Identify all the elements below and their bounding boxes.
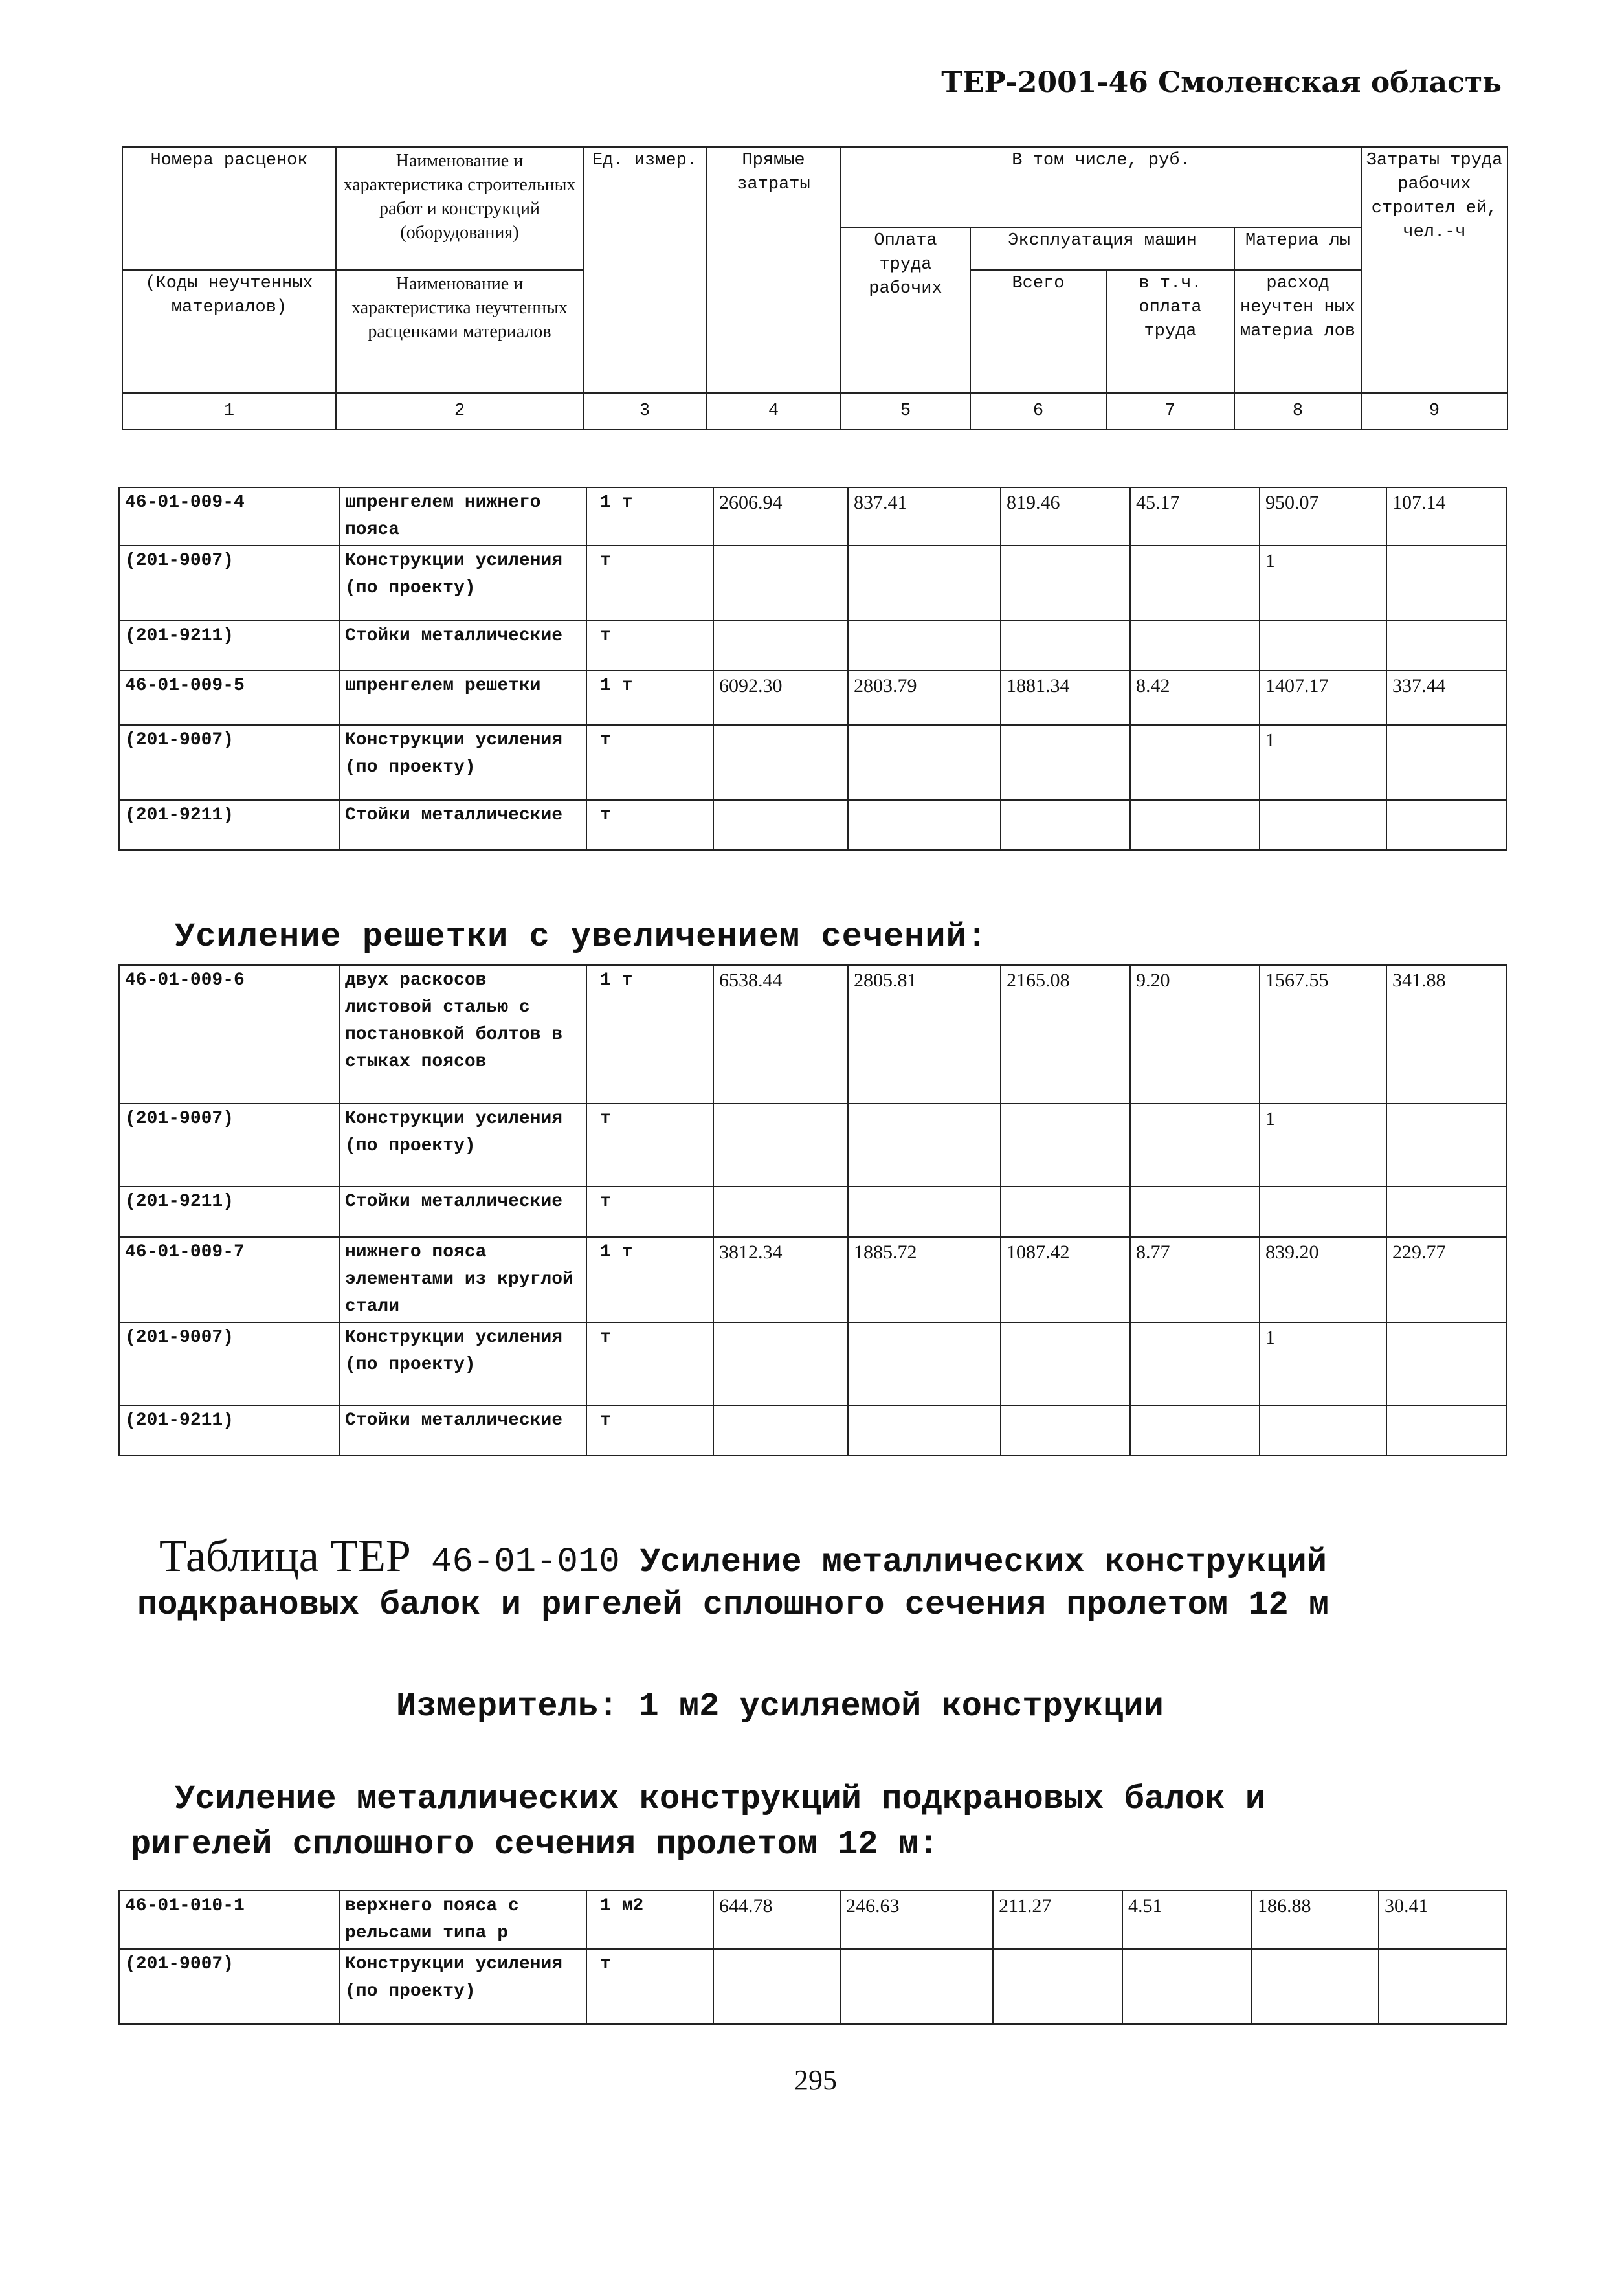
work-name-cell: нижнего пояса элементами из круглой стали [339, 1237, 586, 1322]
unit-cell: 1 т [586, 671, 713, 725]
work-name-cell: шпренгелем решетки [339, 671, 586, 725]
rate-code-cell: (201-9007) [119, 1949, 339, 2024]
machines-cost-cell [1001, 1322, 1130, 1405]
machines-cost-cell [1001, 1186, 1130, 1237]
rate-code-cell: 46-01-010-1 [119, 1891, 339, 1949]
col-number: 3 [583, 393, 706, 429]
direct-cost-cell [713, 621, 848, 671]
col-number: 1 [122, 393, 336, 429]
section-title-crane-beams-2: ригелей сплошного сечения пролетом 12 м: [131, 1825, 939, 1864]
work-name-cell: Стойки металлические [339, 1405, 586, 1456]
col-name-header: Наименование и характеристика строительных работ и конструкций (оборудования) [336, 147, 583, 270]
unit-cell: т [586, 800, 713, 850]
col-code-header-2: (Коды неучтенных материалов) [122, 270, 336, 393]
labor-cost-cell: 2803.79 [848, 671, 1001, 725]
page-number: 295 [794, 2064, 837, 2096]
labor-hours-cell [1386, 546, 1506, 621]
rate-code-cell: (201-9211) [119, 621, 339, 671]
work-name-cell: Конструкции усиления (по проекту) [339, 725, 586, 800]
labor-cost-cell: 246.63 [840, 1891, 993, 1949]
table-row [119, 1891, 1506, 1949]
labor-cost-cell [848, 725, 1001, 800]
unit-cell: т [586, 621, 713, 671]
direct-cost-cell [713, 1949, 840, 2024]
direct-cost-cell: 6538.44 [713, 965, 848, 1104]
col-number: 2 [336, 393, 583, 429]
materials-cost-cell: 1567.55 [1260, 965, 1386, 1104]
direct-cost-cell [713, 725, 848, 800]
labor-hours-cell [1386, 621, 1506, 671]
machines-cost-cell: 211.27 [993, 1891, 1122, 1949]
machines-labor-cell: 9.20 [1130, 965, 1260, 1104]
labor-hours-cell: 341.88 [1386, 965, 1506, 1104]
materials-cost-cell: 1 [1260, 725, 1386, 800]
labor-cost-cell [848, 1186, 1001, 1237]
work-name-cell: шпренгелем нижнего пояса [339, 487, 586, 546]
labor-cost-cell: 1885.72 [848, 1237, 1001, 1322]
machines-labor-cell: 45.17 [1130, 487, 1260, 546]
rate-code-cell: (201-9007) [119, 1104, 339, 1186]
rate-code-cell: (201-9007) [119, 546, 339, 621]
labor-cost-cell [848, 1405, 1001, 1456]
unit-cell: т [586, 1104, 713, 1186]
materials-cost-cell: 1407.17 [1260, 671, 1386, 725]
work-name-cell: Стойки металлические [339, 621, 586, 671]
materials-cost-cell [1260, 1186, 1386, 1237]
rate-code-cell: (201-9007) [119, 725, 339, 800]
col-number: 4 [706, 393, 841, 429]
machines-labor-cell [1130, 1405, 1260, 1456]
direct-cost-cell: 2606.94 [713, 487, 848, 546]
labor-hours-cell [1386, 1186, 1506, 1237]
direct-cost-cell: 644.78 [713, 1891, 840, 1949]
direct-cost-cell: 3812.34 [713, 1237, 848, 1322]
table-heading-line2: подкрановых балок и ригелей сплошного сечения пролетом 12 м [137, 1586, 1329, 1624]
work-name-cell: Стойки металлические [339, 1186, 586, 1237]
direct-cost-cell [713, 800, 848, 850]
column-header-table [122, 146, 1508, 430]
work-name-cell: Конструкции усиления (по проекту) [339, 546, 586, 621]
col-name-header-2: Наименование и характеристика неучтенных расценками материалов [336, 270, 583, 393]
col-number: 5 [841, 393, 970, 429]
table-row [119, 725, 1506, 800]
labor-cost-cell [848, 1322, 1001, 1405]
machines-cost-cell [993, 1949, 1122, 2024]
work-name-cell: Конструкции усиления (по проекту) [339, 1104, 586, 1186]
machines-cost-cell [1001, 725, 1130, 800]
machines-cost-cell [1001, 1405, 1130, 1456]
machines-labor-cell [1130, 800, 1260, 850]
work-name-cell: Стойки металлические [339, 800, 586, 850]
rate-code-cell: (201-9211) [119, 1405, 339, 1456]
direct-cost-cell [713, 1405, 848, 1456]
unit-cell: т [586, 546, 713, 621]
labor-cost-cell [848, 546, 1001, 621]
rate-code-cell: 46-01-009-5 [119, 671, 339, 725]
rate-code-cell: (201-9211) [119, 1186, 339, 1237]
machines-cost-cell: 1087.42 [1001, 1237, 1130, 1322]
unit-cell: 1 т [586, 487, 713, 546]
materials-cost-cell [1260, 800, 1386, 850]
table-row [119, 1322, 1506, 1405]
materials-cost-cell [1260, 621, 1386, 671]
machines-labor-cell [1130, 1322, 1260, 1405]
direct-cost-cell [713, 546, 848, 621]
labor-hours-cell [1386, 725, 1506, 800]
col-machines-labor-header: в т.ч. оплата труда [1106, 270, 1234, 393]
labor-hours-cell: 107.14 [1386, 487, 1506, 546]
machines-labor-cell: 4.51 [1122, 1891, 1252, 1949]
table-row [119, 1186, 1506, 1237]
materials-cost-cell: 839.20 [1260, 1237, 1386, 1322]
labor-cost-cell [848, 1104, 1001, 1186]
machines-labor-cell [1130, 1186, 1260, 1237]
labor-cost-cell [848, 800, 1001, 850]
col-labor-header: Оплата труда рабочих [841, 227, 970, 393]
unit-cell: т [586, 1949, 713, 2024]
labor-cost-cell: 2805.81 [848, 965, 1001, 1104]
table-heading-code: 46-01-010 [431, 1542, 620, 1582]
machines-labor-cell: 8.42 [1130, 671, 1260, 725]
table-row [119, 1237, 1506, 1322]
col-machines-header: Эксплуатация машин [970, 227, 1234, 270]
rate-code-cell: 46-01-009-4 [119, 487, 339, 546]
work-name-cell: Конструкции усиления (по проекту) [339, 1949, 586, 2024]
labor-hours-cell [1379, 1949, 1506, 2024]
work-name-cell: двух раскосов листовой сталью с постановкой болтов в стыках поясов [339, 965, 586, 1104]
table-row [119, 1104, 1506, 1186]
labor-cost-cell [840, 1949, 993, 2024]
materials-cost-cell: 1 [1260, 546, 1386, 621]
labor-cost-cell [848, 621, 1001, 671]
labor-hours-cell [1386, 800, 1506, 850]
table-row [119, 965, 1506, 1104]
machines-cost-cell [1001, 621, 1130, 671]
labor-cost-cell: 837.41 [848, 487, 1001, 546]
labor-hours-cell: 229.77 [1386, 1237, 1506, 1322]
labor-hours-cell [1386, 1322, 1506, 1405]
materials-cost-cell: 1 [1260, 1322, 1386, 1405]
measure-unit: Измеритель: 1 м2 усиляемой конструкции [396, 1687, 1164, 1726]
table-row [119, 621, 1506, 671]
col-unit-header: Ед. измер. [583, 147, 706, 393]
direct-cost-cell [713, 1104, 848, 1186]
section-title-lattice: Усиление решетки с увеличением сечений: [175, 918, 988, 956]
col-code-header: Номера расценок [122, 147, 336, 270]
rates-table-2 [118, 964, 1507, 1456]
table-row [119, 800, 1506, 850]
machines-cost-cell [1001, 1104, 1130, 1186]
direct-cost-cell [713, 1322, 848, 1405]
machines-cost-cell [1001, 800, 1130, 850]
unit-cell: 1 м2 [586, 1891, 713, 1949]
machines-labor-cell [1130, 725, 1260, 800]
machines-cost-cell: 819.46 [1001, 487, 1130, 546]
table-row [119, 671, 1506, 725]
direct-cost-cell: 6092.30 [713, 671, 848, 725]
col-number: 8 [1234, 393, 1361, 429]
machines-labor-cell [1122, 1949, 1252, 2024]
table-heading [159, 1531, 1327, 1583]
table-row [119, 1949, 1506, 2024]
work-name-cell: верхнего пояса с рельсами типа р [339, 1891, 586, 1949]
labor-hours-cell [1386, 1104, 1506, 1186]
col-materials-header-2: расход неучтен ных материа лов [1234, 270, 1361, 393]
table-heading-line1: Усиление металлических конструкций [640, 1543, 1327, 1581]
direct-cost-cell [713, 1186, 848, 1237]
materials-cost-cell [1260, 1405, 1386, 1456]
table-row [119, 546, 1506, 621]
machines-labor-cell [1130, 546, 1260, 621]
rate-code-cell: (201-9211) [119, 800, 339, 850]
col-machines-total-header: Всего [970, 270, 1106, 393]
machines-labor-cell [1130, 621, 1260, 671]
col-number: 9 [1361, 393, 1507, 429]
unit-cell: 1 т [586, 965, 713, 1104]
rate-code-cell: 46-01-009-6 [119, 965, 339, 1104]
col-hours-header: Затраты труда рабочих строител ей, чел.-ч [1361, 147, 1507, 393]
table-row [119, 1405, 1506, 1456]
col-materials-header: Материа лы [1234, 227, 1361, 270]
labor-hours-cell: 337.44 [1386, 671, 1506, 725]
materials-cost-cell: 186.88 [1252, 1891, 1379, 1949]
machines-cost-cell: 2165.08 [1001, 965, 1130, 1104]
unit-cell: т [586, 725, 713, 800]
machines-labor-cell [1130, 1104, 1260, 1186]
work-name-cell: Конструкции усиления (по проекту) [339, 1322, 586, 1405]
unit-cell: т [586, 1186, 713, 1237]
col-direct-header: Прямые затраты [706, 147, 841, 393]
materials-cost-cell: 1 [1260, 1104, 1386, 1186]
rates-table-1 [118, 487, 1507, 851]
rate-code-cell: (201-9007) [119, 1322, 339, 1405]
machines-labor-cell: 8.77 [1130, 1237, 1260, 1322]
col-number: 6 [970, 393, 1106, 429]
machines-cost-cell [1001, 546, 1130, 621]
document-header-title: ТЕР-2001-46 Смоленская область [941, 66, 1502, 99]
table-heading-prefix: Таблица ТЕР [159, 1531, 411, 1581]
labor-hours-cell [1386, 1405, 1506, 1456]
rate-code-cell: 46-01-009-7 [119, 1237, 339, 1322]
table-row [119, 487, 1506, 546]
col-including-header: В том числе, руб. [841, 147, 1361, 227]
unit-cell: т [586, 1405, 713, 1456]
unit-cell: 1 т [586, 1237, 713, 1322]
section-title-crane-beams: Усиление металлических конструкций подкрановых балок и [175, 1780, 1266, 1818]
machines-cost-cell: 1881.34 [1001, 671, 1130, 725]
materials-cost-cell [1252, 1949, 1379, 2024]
unit-cell: т [586, 1322, 713, 1405]
rates-table-3 [118, 1890, 1507, 2025]
labor-hours-cell: 30.41 [1379, 1891, 1506, 1949]
col-number: 7 [1106, 393, 1234, 429]
materials-cost-cell: 950.07 [1260, 487, 1386, 546]
